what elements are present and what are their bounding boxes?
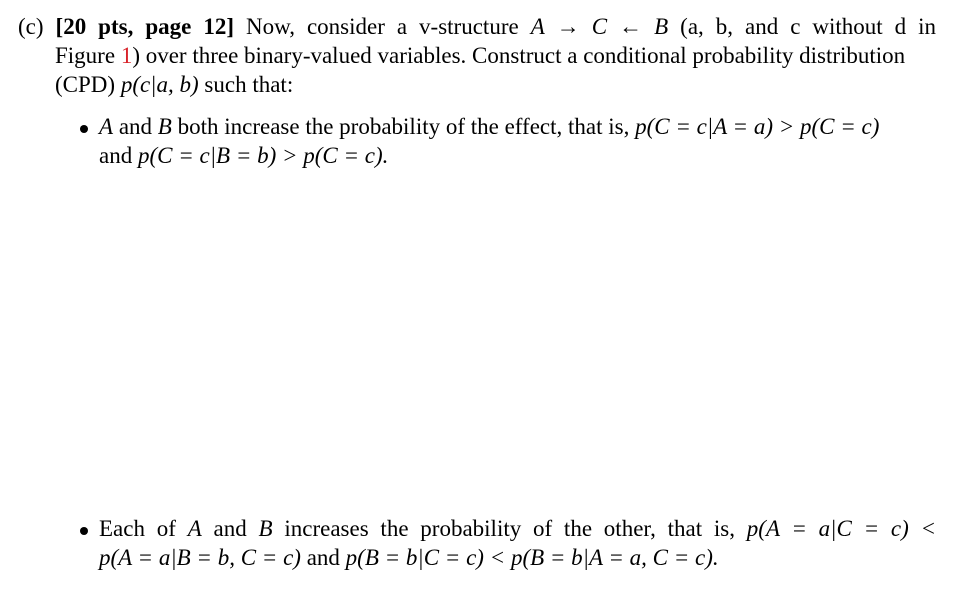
bullet-1-marker <box>80 125 88 133</box>
intro-text: Now, consider a v-structure <box>245 14 519 39</box>
bullet-1-line-1 <box>99 113 879 141</box>
var-b: B <box>654 14 669 39</box>
bullet-2-text-each: Each of <box>99 516 176 541</box>
bullet-2-var-b: B <box>258 516 273 541</box>
such-that-text: such that: <box>204 72 294 97</box>
bullet-1-text: both increase the probability of the effect, that is, <box>177 114 630 139</box>
part-c-line-1 <box>18 13 936 41</box>
bullet-1-var-b: B <box>157 114 172 139</box>
part-c-line-2 <box>55 42 905 70</box>
var-a: A <box>530 14 545 39</box>
cpd-math: p(c|a, b) <box>120 72 199 97</box>
part-label: (c) <box>18 14 44 39</box>
var-c: C <box>591 14 608 39</box>
bullet-2-text: increases the probability of the other, that is, <box>284 516 736 541</box>
figure-ref-link[interactable]: 1 <box>120 43 133 68</box>
points-label: [20 pts, page 12] <box>55 14 234 39</box>
bullet-2-line-2 <box>99 544 719 572</box>
bullet-1-math-1: p(C = c|A = a) > p(C = c) <box>635 114 880 139</box>
bullet-2-math-3: p(B = b|C = c) < p(B = b|A = a, C = c). <box>345 545 719 570</box>
line2-text: ) over three binary-valued variables. Construct a conditional probability distribution <box>132 43 906 68</box>
bullet-2-var-a: A <box>187 516 202 541</box>
bullet-2-marker <box>80 527 88 535</box>
bullet-1-text-and: and <box>118 114 153 139</box>
bullet-2-text-and: and <box>213 516 247 541</box>
bullet-1-var-a: A <box>99 114 114 139</box>
intro-tail: (a, b, and c without d in <box>680 14 937 39</box>
arrow-right: → <box>556 14 580 39</box>
bullet-2-math-1: p(A = a|C = c) < <box>746 516 937 541</box>
bullet-1-text-and-2: and <box>99 143 133 168</box>
cpd-label: (CPD) <box>55 72 116 97</box>
arrow-left: ← <box>619 14 643 39</box>
bullet-1-math-2: p(C = c|B = b) > p(C = c). <box>137 143 389 168</box>
bullet-2-math-2: p(A = a|B = b, C = c) <box>99 545 301 570</box>
bullet-2-text-and-2: and <box>306 545 340 570</box>
figure-word: Figure <box>55 43 116 68</box>
bullet-1-line-2 <box>99 142 388 170</box>
bullet-2-line-1 <box>99 515 936 543</box>
part-c-line-3 <box>55 71 293 99</box>
